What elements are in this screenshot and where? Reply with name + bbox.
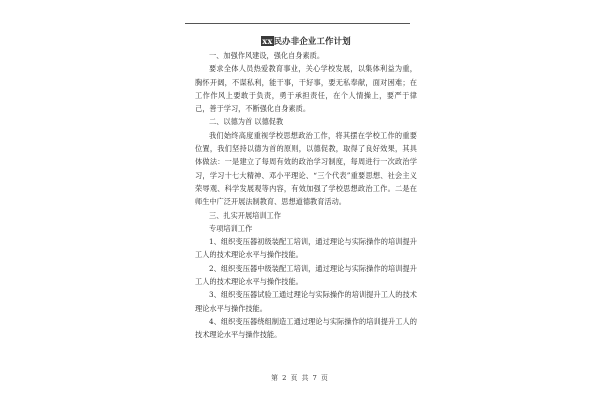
document-body [195, 35, 417, 342]
document-title [195, 35, 417, 47]
section-heading-3: 三、扎实开展培训工作 [209, 210, 281, 220]
title-text: 民办非企业工作计划 [273, 36, 351, 46]
training-item-1: 1、组织变压器初级装配工培训，通过理论与实际操作的培训提升工人的技术理论水平与操作技能。 [195, 237, 417, 260]
paragraph-2: 我们始终高度重视学校思想政治工作，将其摆在学校工作的重要位置，我们坚持以德为首的原则，以德促教，取得了良好效果，其具体做法：一是建立了每周有效的政治学习制度，每周进行一次政治学习，学习十七大精神、邓小平理论、“三个代表”重要思想、社会主义荣辱观、科学发展观等内容，有效加强了学校思想政治工作。二是在师生中广泛开展法制教育、思想道德教育活动。 [195, 130, 417, 207]
page-number: 第 2 页 共 7 页 [271, 374, 329, 382]
header-rule [185, 23, 410, 24]
training-item-4: 4、组织变压器绕组制造工通过理论与实际操作的培训提升工人的技术理论水平与操作技能。 [195, 316, 417, 340]
training-item-2: 2、组织变压器中级装配工培训，通过理论与实际操作的培训提升工人的技术理论水平与操作技能。 [195, 263, 417, 287]
paragraph-1: 要求全体人员热爱教育事业，关心学校发展，以集体利益为重，胸怀开阔，不谋私利，能干事，干好事，要无私奉献，面对困难；在工作作风上要敢于负责，勇于承担责任，在个人情操上，要严于律己，善于学习，不断强化自身素质。 [195, 64, 417, 114]
section-heading-2: 二、以德为首 以德促教 [209, 117, 284, 127]
title-prefix: xx [262, 36, 273, 46]
section-heading-1: 一、加强作风建设，强化自身素质。 [209, 51, 325, 60]
subsection-heading: 专项培训工作 [209, 223, 253, 233]
training-item-3: 3、组织变压器试验工通过理论与实际操作的培训提升工人的技术理论水平与操作技能。 [195, 290, 417, 313]
